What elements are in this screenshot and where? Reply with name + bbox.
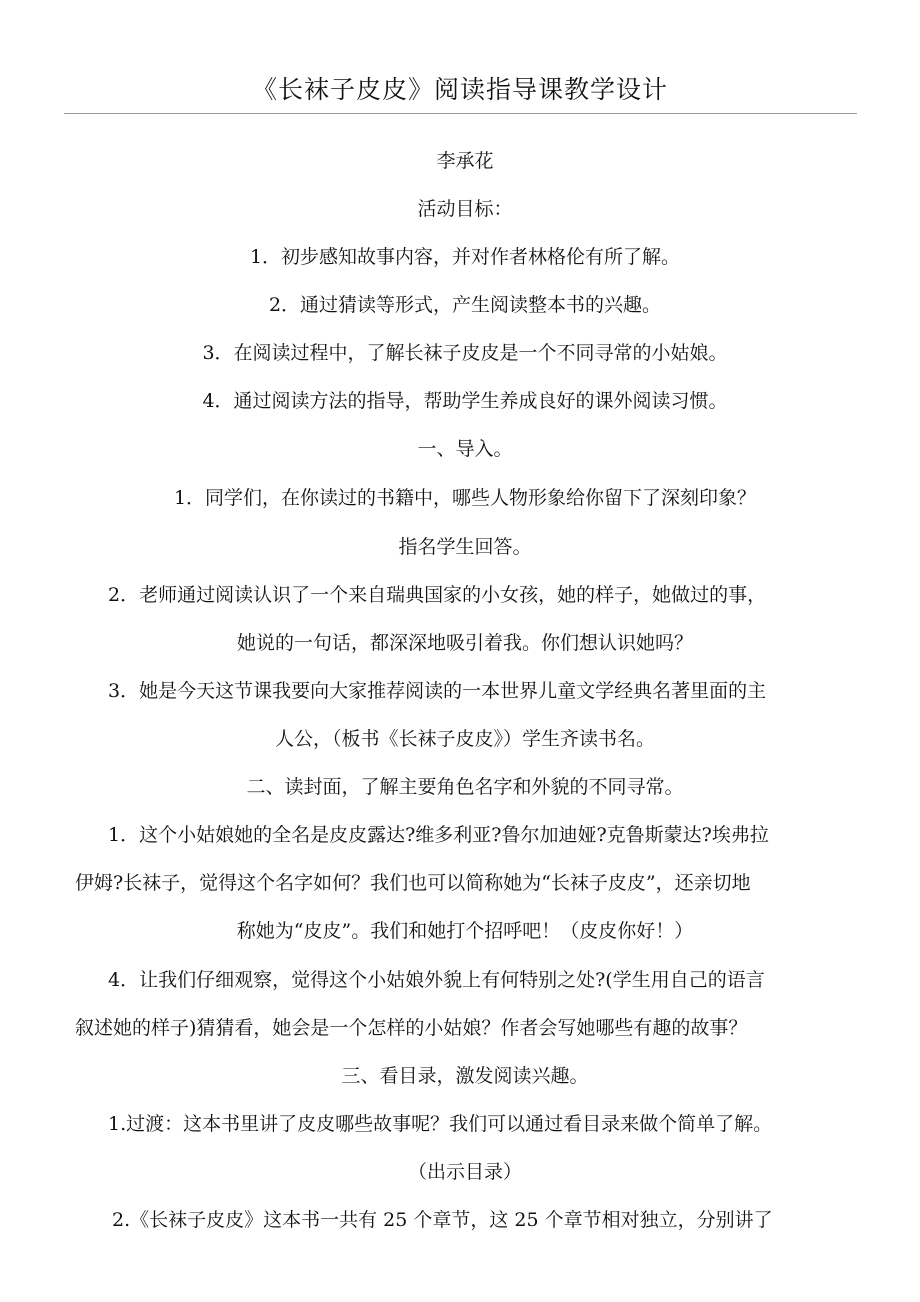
title-divider — [64, 113, 857, 114]
goal-item: 3．在阅读过程中，了解长袜子皮皮是一个不同寻常的小姑娘。 — [202, 342, 728, 364]
document-title: 《长袜子皮皮》阅读指导课教学设计 — [251, 75, 668, 104]
paragraph-line: 2．老师通过阅读认识了一个来自瑞典国家的小女孩，她的样子，她做过的事， — [108, 584, 767, 606]
section-heading-toc: 三、看目录，激发阅读兴趣。 — [341, 1065, 589, 1087]
paragraph-line: 叙述她的样子)猜猜看，她会是一个怎样的小姑娘？作者会写她哪些有趣的故事？ — [75, 1017, 748, 1039]
paragraph-line: 1．同学们，在你读过的书籍中，哪些人物形象给你留下了深刻印象？ — [173, 487, 757, 509]
goal-item: 1．初步感知故事内容，并对作者林格伦有所了解。 — [249, 246, 681, 268]
goal-item: 4．通过阅读方法的指导，帮助学生养成良好的课外阅读习惯。 — [202, 390, 728, 412]
goal-item: 2．通过猜读等形式，产生阅读整本书的兴趣。 — [268, 294, 662, 316]
author-name: 李承花 — [436, 150, 494, 172]
paragraph-line: 指名学生回答。 — [398, 536, 532, 558]
paragraph-line: 人公，（板书《长袜子皮皮》）学生齐读书名。 — [274, 728, 655, 750]
paragraph-line: （出示目录） — [407, 1161, 522, 1183]
paragraph-line: 伊姆?长袜子，觉得这个名字如何？我们也可以简称她为“长袜子皮皮”，还亲切地 — [75, 872, 751, 894]
section-heading-cover: 二、读封面，了解主要角色名字和外貌的不同寻常。 — [246, 776, 684, 798]
paragraph-line: 1．这个小姑娘她的全名是皮皮露达?维多利亚?鲁尔加迪娅?克鲁斯蒙达?埃弗拉 — [108, 824, 769, 846]
paragraph-line: 她说的一句话，都深深地吸引着我。你们想认识她吗？ — [236, 632, 693, 654]
paragraph-line: 4．让我们仔细观察，觉得这个小姑娘外貌上有何特别之处?(学生用自己的语言 — [108, 969, 765, 991]
paragraph-line: 1.过渡：这本书里讲了皮皮哪些故事呢？我们可以通过看目录来做个简单了解。 — [108, 1113, 773, 1135]
paragraph-line: 2.《长袜子皮皮》这本书一共有 25 个章节，这 25 个章节相对独立，分别讲了 — [112, 1209, 773, 1231]
paragraph-line: 称她为“皮皮”。我们和她打个招呼吧！（皮皮你好！） — [236, 920, 694, 942]
section-heading-intro: 一、导入。 — [417, 438, 513, 460]
paragraph-line: 3．她是今天这节课我要向大家推荐阅读的一本世界儿童文学经典名著里面的主 — [108, 680, 767, 702]
goals-heading: 活动目标： — [417, 198, 513, 220]
